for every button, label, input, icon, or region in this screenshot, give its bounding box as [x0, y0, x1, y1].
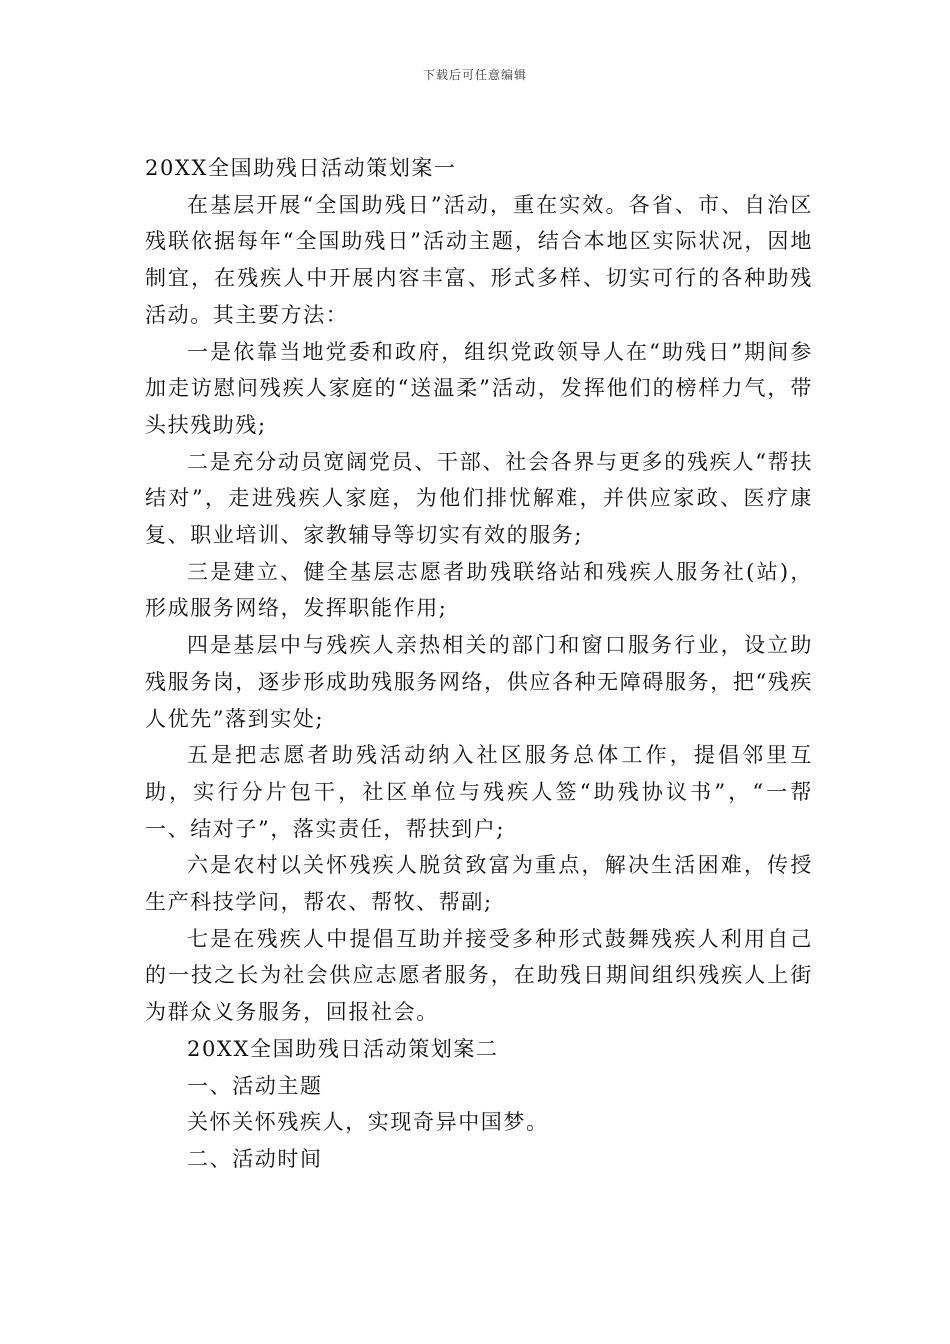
section-one-heading: 一、活动主题 — [187, 1073, 323, 1098]
method-four-paragraph: 四是基层中与残疾人亲热相关的部门和窗口服务行业，设立助残服务岗，逐步形成助残服务网络，供应各种无障碍服务，把“残疾人优先”落到实处; — [145, 633, 813, 731]
method-three-paragraph: 三是建立、健全基层志愿者助残联络站和残疾人服务社(站)，形成服务网络，发挥职能作用; — [145, 559, 813, 621]
method-six-paragraph: 六是农村以关怀残疾人脱贫致富为重点，解决生活困难，传授生产科技学问，帮农、帮牧、帮副; — [145, 853, 813, 915]
page-header-note: 下载后可任意编辑 — [422, 68, 527, 82]
document-body — [145, 150, 813, 1178]
method-one-paragraph: 一是依靠当地党委和政府，组织党政领导人在“助残日”期间参加走访慰问残疾人家庭的“送温柔”活动，发挥他们的榜样力气，带头扶残助残; — [145, 339, 813, 437]
method-five-paragraph: 五是把志愿者助残活动纳入社区服务总体工作，提倡邻里互助，实行分片包干，社区单位与残疾人签“助残协议书”，“一帮一、结对子”，落实责任，帮扶到户; — [145, 743, 813, 841]
plan-two-title: 20XX全国助残日活动策划案二 — [187, 1036, 499, 1061]
section-two-heading: 二、活动时间 — [187, 1146, 323, 1171]
method-two-paragraph: 二是充分动员宽阔党员、干部、社会各界与更多的残疾人“帮扶结对”，走进残疾人家庭，为他们排忧解难，并供应家政、医疗康复、职业培训、家教辅导等切实有效的服务; — [145, 449, 813, 548]
plan-one-title: 20XX全国助残日活动策划案一 — [145, 156, 457, 180]
method-seven-paragraph: 七是在残疾人中提倡互助并接受多种形式鼓舞残疾人利用自己的一技之长为社会供应志愿者服务，在助残日期间组织残疾人上街为群众义务服务，回报社会。 — [145, 926, 813, 1025]
section-one-body: 关怀关怀残疾人，实现奇异中国梦。 — [187, 1110, 549, 1135]
intro-paragraph: 在基层开展“全国助残日”活动，重在实效。各省、市、自治区残联依据每年“全国助残日”活动主题，结合本地区实际状况，因地制宜，在残疾人中开展内容丰富、形式多样、切实可行的各种助残活动。其主要方法： — [145, 192, 813, 327]
